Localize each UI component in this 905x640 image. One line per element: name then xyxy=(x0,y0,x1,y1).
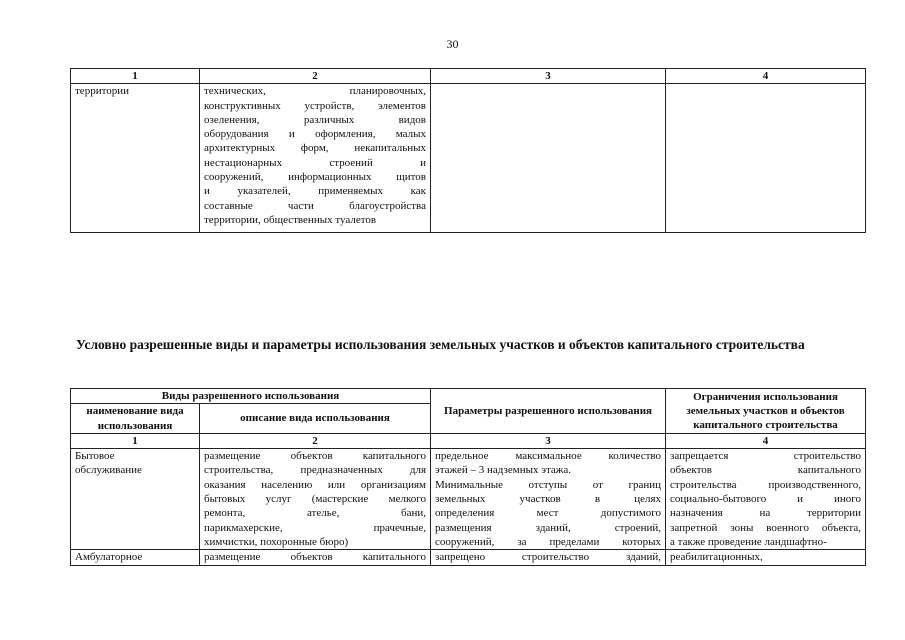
text-line: технических, планировочных, xyxy=(204,85,426,98)
text-line: запрещено строительство зданий, xyxy=(435,551,662,564)
text-line: архитектурных форм, некапитальных xyxy=(204,142,426,155)
text-line: нестационарных строений и xyxy=(204,156,426,169)
cell-description xyxy=(200,449,431,550)
column-number: 3 xyxy=(431,433,666,448)
text-line: Минимальные отступы от границ xyxy=(435,478,662,491)
text-line: определения мест допустимого xyxy=(435,507,662,520)
cell-params xyxy=(431,449,666,550)
conditional-uses-table xyxy=(70,388,866,566)
cell-name: Амбулаторное xyxy=(71,550,200,565)
table-header-row xyxy=(71,389,866,404)
text-line: сооружений, за пределами которых xyxy=(435,535,662,548)
text-line: реабилитационных, xyxy=(670,551,763,564)
column-number: 4 xyxy=(666,69,866,84)
text-line: сооружений, информационных щитов xyxy=(204,171,426,184)
text-line: территории, общественных туалетов xyxy=(204,213,377,226)
text-line: предельное максимальное количество xyxy=(435,450,662,463)
text-line: бытовых услуг (мастерские мелкого xyxy=(204,493,427,506)
text-line: запретной зоны военного объекта, xyxy=(670,521,862,534)
column-number: 1 xyxy=(71,433,200,448)
text-line: земельных участков в целях xyxy=(435,493,662,506)
cell-description xyxy=(200,84,431,233)
text-line: парикмахерские, прачечные, xyxy=(204,521,427,534)
text-line: размещение объектов капитального xyxy=(204,450,427,463)
subheader-description: описание вида использования xyxy=(200,404,431,434)
cell-limits xyxy=(666,550,866,565)
text-line: этажей – 3 надземных этажа. xyxy=(435,464,572,477)
column-number: 4 xyxy=(666,433,866,448)
group-header: Виды разрешенного использования xyxy=(71,389,431,404)
column-number-row xyxy=(71,433,866,448)
text-line: и указателей, применяемых как xyxy=(204,185,426,198)
table-header-row xyxy=(71,69,866,84)
text-line: оборудования и оформления, малых xyxy=(204,128,426,141)
cell-limits xyxy=(666,84,866,233)
text-line: размещения зданий, строений, xyxy=(435,521,662,534)
section-title: Условно разрешенные виды и параметры использования земельных участков и объектов капитального строительства xyxy=(76,337,805,352)
text-line: ремонта, ателье, бани, xyxy=(204,507,427,520)
text-line: оказания населению или организациям xyxy=(204,478,427,491)
table-row xyxy=(71,84,866,233)
text-line: конструктивных устройств, элементов xyxy=(204,99,426,112)
text-line: химчистки, похоронные бюро) xyxy=(204,535,349,548)
table-row xyxy=(71,550,866,565)
page-number: 30 xyxy=(446,37,459,51)
table-row xyxy=(71,449,866,550)
column-number: 3 xyxy=(431,69,666,84)
column-number: 1 xyxy=(71,69,200,84)
text-line: строительства производственного, xyxy=(670,478,862,491)
text-line: озеленения, различных видов xyxy=(204,113,426,126)
cell-params xyxy=(431,550,666,565)
text-line: а также проведение ландшафтно- xyxy=(670,535,827,548)
text-line: назначения на территории xyxy=(670,507,862,520)
column-number: 2 xyxy=(200,69,431,84)
cell-name: Бытовое обслуживание xyxy=(71,449,200,550)
cell-params xyxy=(431,84,666,233)
continued-table xyxy=(70,68,866,233)
cell-limits xyxy=(666,449,866,550)
text-line: объектов капитального xyxy=(670,464,862,477)
cell-name: территории xyxy=(71,84,200,233)
header-limits: Ограничения использования земельных участков и объектов капитального строительства xyxy=(666,389,866,434)
column-number: 2 xyxy=(200,433,431,448)
text-line: строительства, предназначенных для xyxy=(204,464,427,477)
text-line: составные части благоустройства xyxy=(204,199,426,212)
cell-description xyxy=(200,550,431,565)
text-line: размещение объектов капитального xyxy=(204,551,427,564)
header-params: Параметры разрешенного использования xyxy=(431,389,666,434)
text-line: социально-бытового и иного xyxy=(670,493,862,506)
text-line: запрещается строительство xyxy=(670,450,862,463)
subheader-name: наименование вида использования xyxy=(71,404,200,434)
